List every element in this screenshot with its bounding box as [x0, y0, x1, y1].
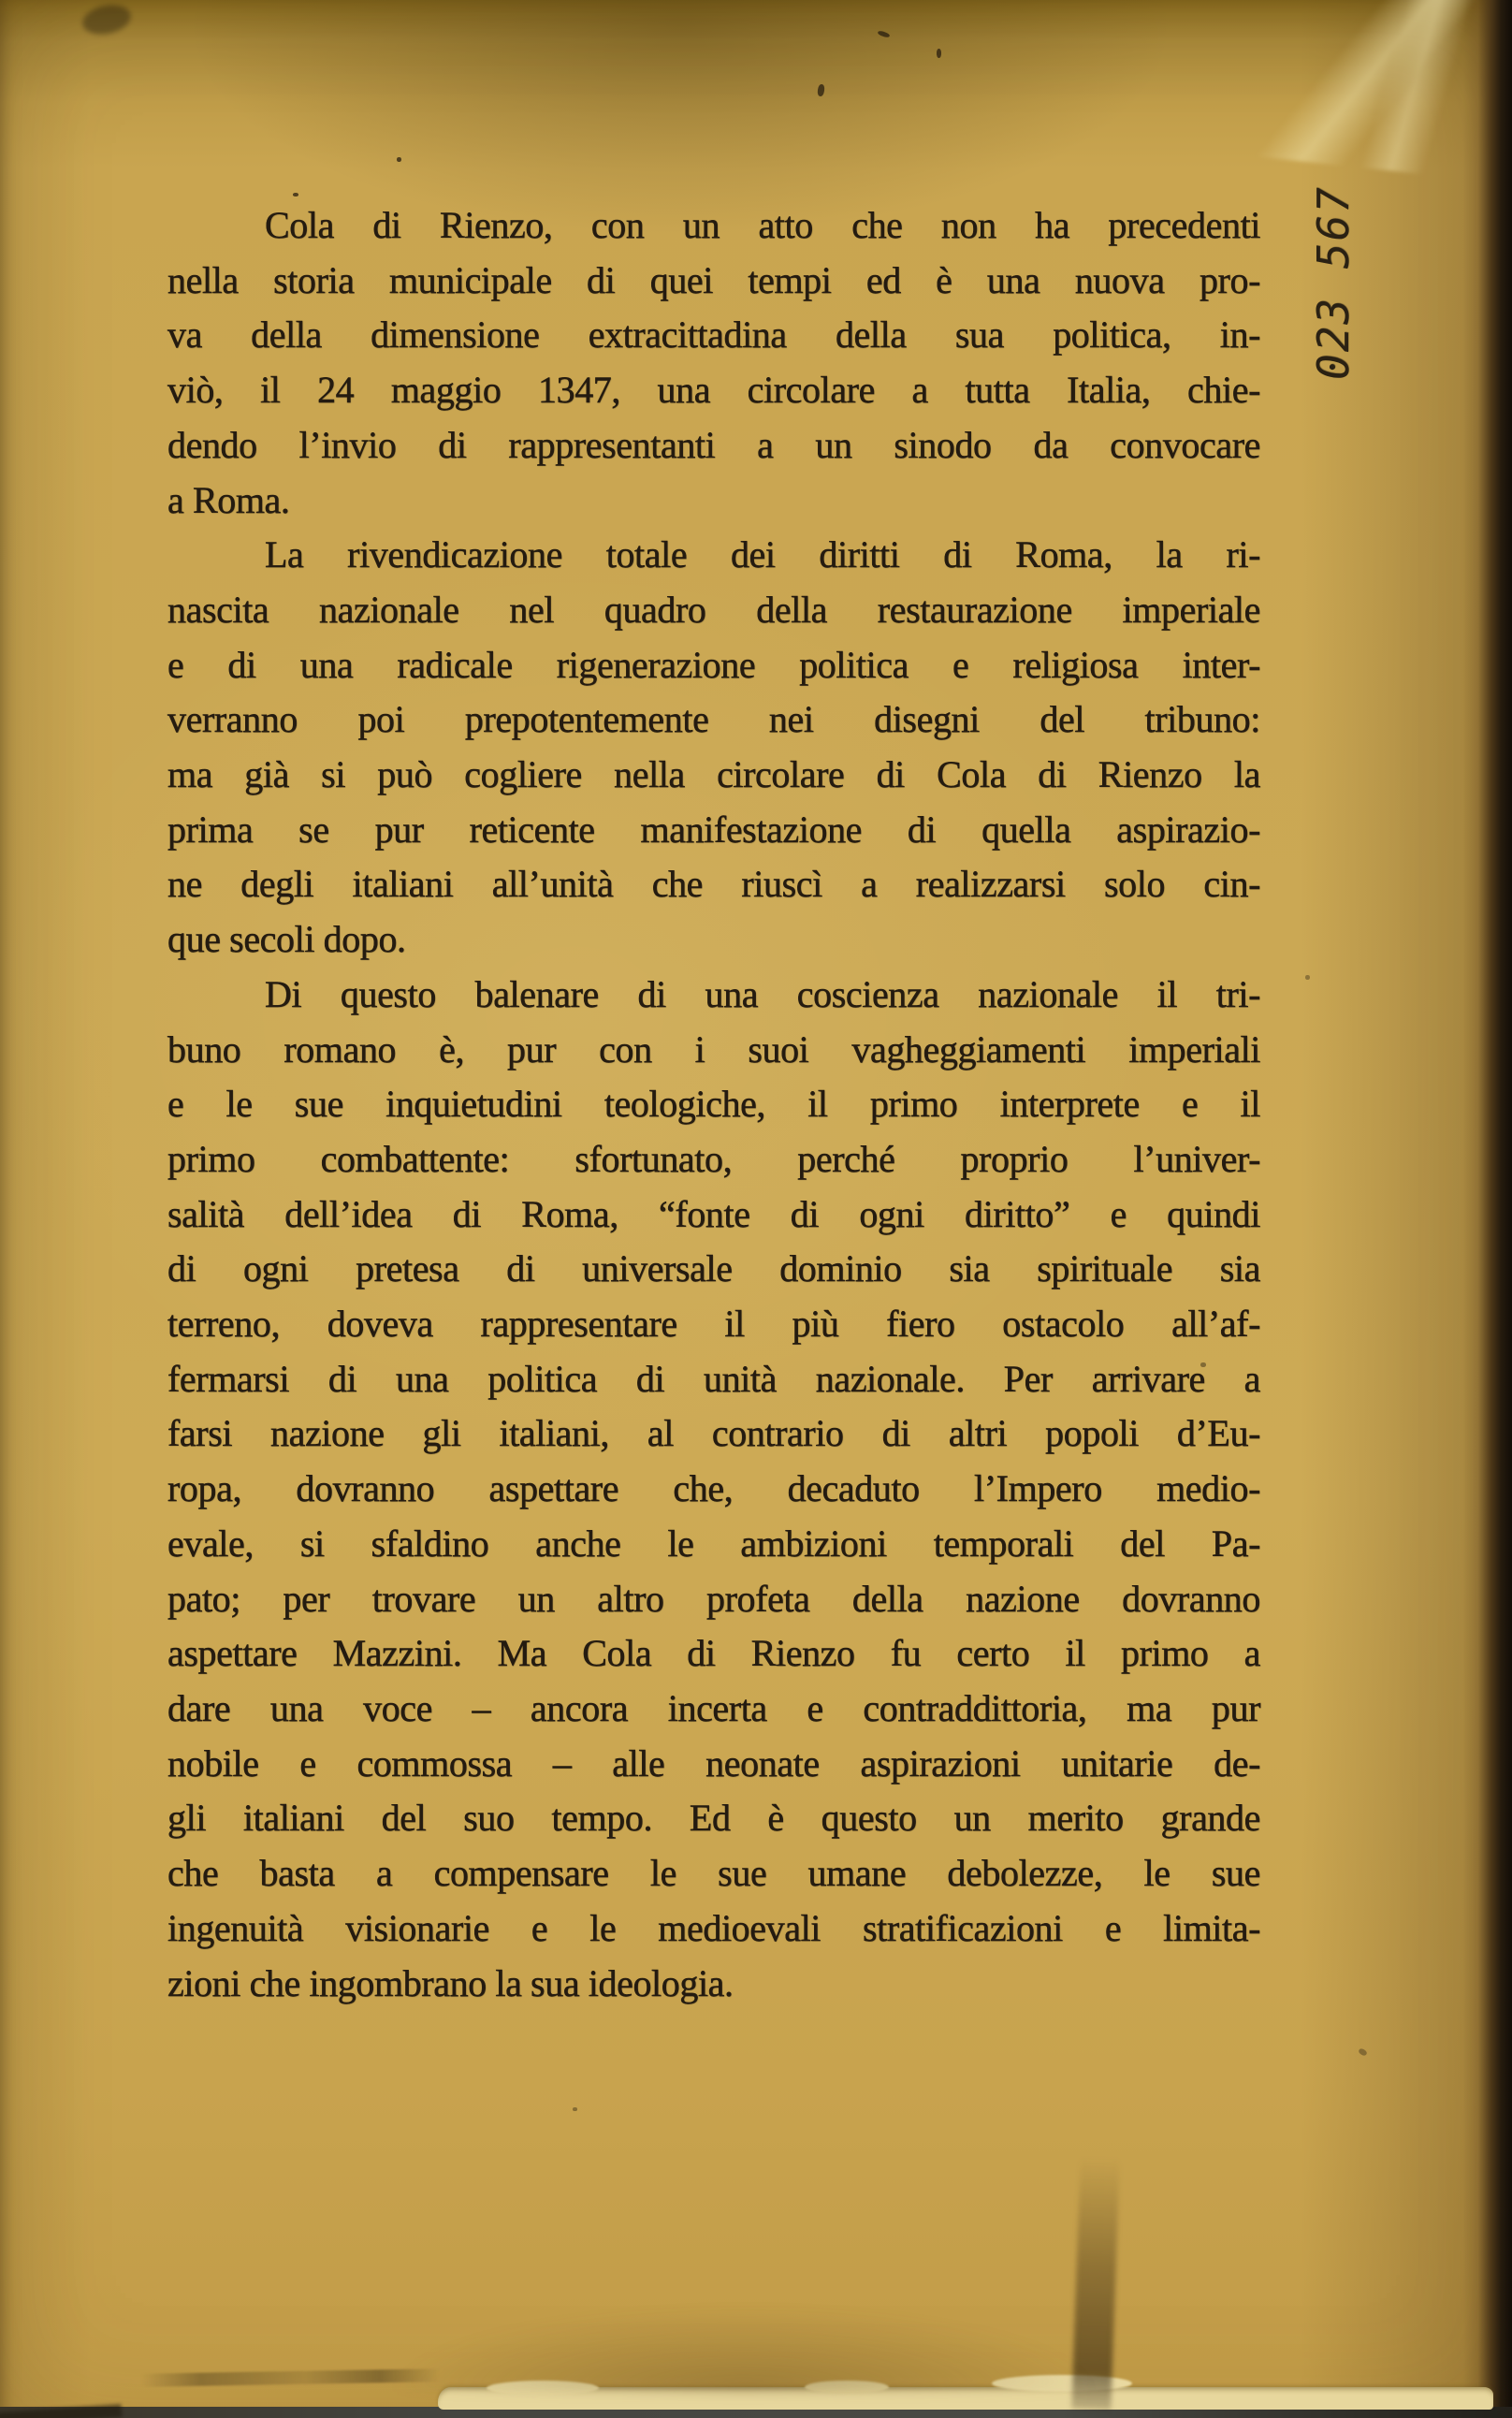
book-spine-edge	[1463, 0, 1512, 2418]
text-line: nella storia municipale di quei tempi ed è una nuova pro-	[167, 258, 1260, 301]
text-line: aspettare Mazzini. Ma Cola di Rienzo fu certo il primo a	[167, 1632, 1260, 1675]
worn-edge-bump	[487, 2381, 599, 2396]
text-line: Di questo balenare di una coscienza nazionale il tri-	[265, 972, 1260, 1015]
text-line: verranno poi prepotentemente nei disegni del tribuno:	[167, 698, 1260, 741]
shadow-bottom	[281, 2270, 1123, 2392]
ink-speck	[573, 2107, 577, 2111]
text-line: evale, si sfaldino anche le ambizioni temporali del Pa-	[167, 1522, 1260, 1565]
text-line: ne degli italiani all’unità che riuscì a realizzarsi solo cin-	[167, 863, 1260, 906]
ink-speck	[878, 30, 891, 38]
ink-speck	[293, 193, 298, 197]
worn-edge-bump	[805, 2381, 889, 2394]
text-line: che basta a compensare le sue umane debolezze, le sue	[167, 1852, 1260, 1895]
bottom-edge-strip	[0, 2407, 1512, 2418]
text-line: salità dell’idea di Roma, “fonte di ogni diritto” e quindi	[167, 1192, 1260, 1235]
text-line: ingenuità visionarie e le medioevali stratificazioni e limita-	[167, 1906, 1260, 1949]
ink-speck	[397, 157, 401, 162]
text-line: ma già si può cogliere nella circolare di Cola di Rienzo la	[167, 753, 1260, 796]
dark-spot-top-left	[80, 1, 133, 38]
ink-speck	[937, 49, 941, 58]
text-line: farsi nazione gli italiani, al contrario di altri popoli d’Eu-	[167, 1412, 1260, 1455]
text-line: nascita nazionale nel quadro della restaurazione imperiale	[167, 588, 1260, 631]
text-line: a Roma.	[167, 478, 290, 521]
text-line: Cola di Rienzo, con un atto che non ha precedenti	[265, 204, 1260, 246]
catalog-number: 023 567	[1308, 185, 1359, 380]
text-line: terreno, doveva rappresentare il più fiero ostacolo all’af-	[167, 1303, 1260, 1346]
text-line: viò, il 24 maggio 1347, una circolare a tutta Italia, chie-	[167, 369, 1260, 412]
ink-speck	[1358, 2047, 1368, 2057]
text-line: prima se pur reticente manifestazione di quella aspirazio-	[167, 808, 1260, 851]
worn-bottom-edge	[438, 2387, 1493, 2410]
text-line: dare una voce – ancora incerta e contraddittoria, ma pur	[167, 1686, 1260, 1729]
worn-edge-bump	[992, 2375, 1132, 2392]
dark-corner-bottom-left	[0, 2404, 122, 2418]
text-line: va della dimensione extracittadina della sua politica, in-	[167, 313, 1260, 357]
text-line: zioni che ingombrano la sua ideologia.	[167, 1961, 734, 2004]
crease-bottom-right	[1071, 2156, 1119, 2410]
text-line: nobile e commossa – alle neonate aspirazioni unitarie de-	[167, 1741, 1260, 1784]
text-line: primo combattente: sfortunato, perché proprio l’univer-	[167, 1137, 1260, 1180]
text-line: e di una radicale rigenerazione politica e religiosa inter-	[167, 643, 1260, 686]
text-line: gli italiani del suo tempo. Ed è questo un merito grande	[167, 1797, 1260, 1840]
text-line: dendo l’invio di rappresentanti a un sinodo da convocare	[167, 423, 1260, 466]
ink-speck	[817, 84, 825, 97]
wrinkle-top-right	[1243, 0, 1505, 181]
text-line: ropa, dovranno aspettare che, decaduto l’Impero medio-	[167, 1467, 1260, 1510]
scratch-bottom-left	[140, 2368, 440, 2387]
ink-speck	[1305, 975, 1310, 980]
text-line: e le sue inquietudini teologiche, il primo interprete e il	[167, 1083, 1260, 1126]
text-line: pato; per trovare un altro profeta della nazione dovranno	[167, 1577, 1260, 1620]
text-line: buno romano è, pur con i suoi vagheggiamenti imperiali	[167, 1027, 1260, 1071]
text-line: fermarsi di una politica di unità nazionale. Per arrivare a	[167, 1357, 1260, 1400]
text-line: La rivendicazione totale dei diritti di Roma, la ri-	[265, 533, 1260, 576]
text-line: que secoli dopo.	[167, 918, 406, 961]
text-block	[167, 198, 1260, 2011]
text-line: di ogni pretesa di universale dominio sia spirituale sia	[167, 1247, 1260, 1290]
